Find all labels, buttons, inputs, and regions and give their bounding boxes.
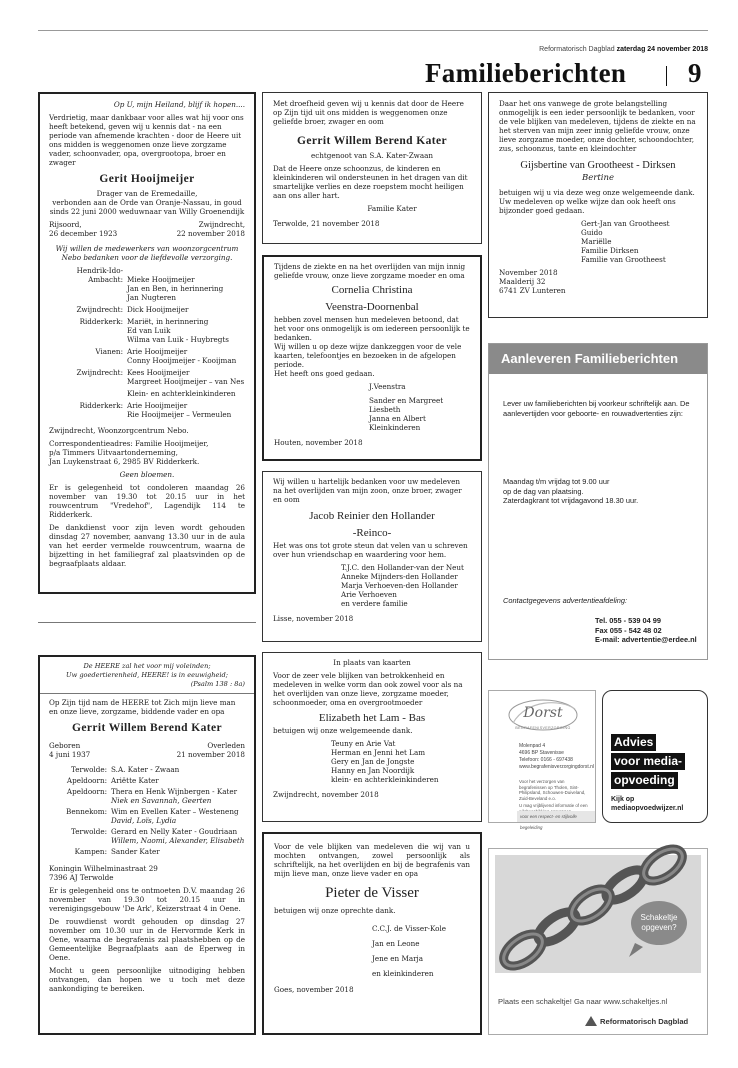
grandchildren: Willem, Naomi, Alexander, Elisabeth — [111, 836, 245, 845]
family-member: Rie Hooijmeijer – Vermeulen — [127, 410, 232, 419]
family-row — [49, 847, 245, 856]
family-row — [49, 410, 245, 419]
signature-list — [499, 219, 697, 264]
family-member: Sander Kater — [111, 847, 160, 856]
born-label: Geboren — [49, 741, 81, 750]
family-row — [49, 389, 245, 398]
family-gap — [49, 419, 245, 422]
family-place: Zwijndrecht: — [76, 368, 123, 377]
family-row — [49, 368, 245, 377]
speech-bubble — [631, 901, 687, 945]
honor-line: verbonden aan de Orde van Oranje-Nassau, in goud — [52, 198, 242, 207]
signature-name: Mariëlle — [581, 237, 612, 246]
signature-list — [273, 563, 471, 608]
service-text: De rouwdienst wordt gehouden op dinsdag 27 november om 10.30 uur in de Hervormde Kerk in Oene, waarna de begrafenis zal plaatshebben op de Gemeentelijke Begraafplaats aan de Eperweg in Oene. — [49, 917, 245, 962]
family-member: Klein- en achterkleinkinderen — [127, 389, 236, 398]
signature-name: en verdere familie — [341, 599, 408, 608]
rd-brand-name: Reformatorisch Dagblad — [600, 1016, 689, 1026]
media-line-1: Advies — [611, 734, 656, 751]
signature-name: Gert-Jan van Grootheest — [581, 219, 670, 228]
family-row — [49, 275, 245, 284]
intro-text: Voor de vele blijken van medeleven die wij van u mochten ontvangen, zowel persoonlijk als schriftelijk, na het overlijden en bij de begrafenis van mijn lieve man, onze lieve vader en opa — [274, 842, 470, 878]
family-place: Ridderkerk: — [79, 401, 123, 410]
visit-text: Er is gelegenheid ons te ontmoeten D.V. maandag 26 november van 19.30 tot 20.15 uur in verenigingsgebouw 'De Ark', Keizerstraat 4 in Oene. — [49, 886, 245, 913]
corr-address: Jan Luykenstraat 6, 2985 BV Ridderkerk. — [49, 457, 200, 466]
media-line-3: opvoeding — [611, 772, 678, 789]
notice-veenstra — [262, 255, 482, 461]
deceased-name: Jacob Reinier den Hollander — [309, 510, 435, 522]
spouse-line: echtgenoot van S.A. Kater-Zwaan — [310, 151, 434, 160]
motto-line: Uw goedertierenheid, HEERE! is in eeuwigheid; — [66, 671, 228, 679]
family-place: Apeldoorn: — [66, 787, 107, 796]
contact-email[interactable]: E-mail: advertentie@erdee.nl — [595, 635, 697, 644]
notice-kater — [262, 92, 482, 244]
chain-image — [495, 855, 701, 973]
family-place — [49, 836, 111, 845]
service-text: De dankdienst voor zijn leven wordt gehouden dinsdag 27 november, aanvang 13.30 uur in de aula van het eerder vermelde rouwcentrum, waarna de bijzetting in het familiegraf zal plaatsvinden op de begraafplaats aldaar. — [49, 523, 245, 568]
family-member: Arie Hooijmeijer — [127, 401, 188, 410]
signature-list — [273, 739, 471, 784]
family-row — [49, 284, 245, 293]
schakel-text[interactable]: Plaats een schakeltje! Ga naar www.schakeltjes.nl — [498, 997, 668, 1006]
media-cta-label: Kijk op — [611, 796, 635, 803]
family-place: Bennekom: — [66, 807, 107, 816]
deceased-name: Pieter de Visser — [325, 885, 419, 901]
body-text: Het heeft ons goed gedaan. — [274, 369, 375, 378]
corr-address: Correspondentieadres: Familie Hooijmeijer, — [49, 439, 209, 448]
dorst-logo-text: Dorst — [523, 705, 563, 721]
deadline-note: op de dag van plaatsing. — [503, 486, 584, 496]
signature-list — [274, 382, 470, 432]
family-place — [49, 796, 111, 805]
signature-name: Jan en Leone — [372, 939, 420, 948]
family-row — [49, 807, 245, 816]
family-list — [49, 266, 245, 422]
issue-date: zaterdag 24 november 2018 — [616, 46, 708, 53]
family-member: Dick Hooijmeijer — [127, 305, 189, 314]
family-member: Ariëtte Kater — [111, 776, 159, 785]
family-place — [49, 293, 127, 302]
family-place: Apeldoorn: — [66, 776, 107, 785]
family-row — [49, 816, 245, 825]
family-place: Terwolde: — [71, 765, 107, 774]
media-website[interactable]: mediaopvoedwijzer.nl — [611, 805, 684, 812]
deceased-name: Gijsbertine van Grootheest - Dirksen — [520, 160, 676, 171]
signature-name: en kleinkinderen — [372, 969, 434, 978]
intro-text: Verdrietig, maar dankbaar voor alles wat hij voor ons heeft betekend, geven wij u kennis dat - na een periode van afnemende krachten - door de Heere uit ons midden is weggenomen onze lieve zorgzame vader, schoonvader, opa, overgrootopa, broer en zwager — [49, 113, 244, 167]
family-member: Gerard en Nelly Kater - Goudriaan — [111, 827, 238, 836]
family-member: Thera en Henk Wijnbergen - Kater — [111, 787, 238, 796]
family-place — [49, 284, 127, 293]
signature-name: Jene en Marja — [372, 954, 424, 963]
body-text: betuigen wij onze welgemeende dank. — [273, 726, 413, 735]
signature-name: Guido — [581, 228, 603, 237]
signature-name: Liesbeth — [369, 405, 401, 414]
honor-line: Drager van de Eremedaille, — [96, 189, 198, 198]
dorst-info — [519, 779, 591, 815]
family-row — [49, 335, 245, 344]
deceased-name: Gerit Hooijmeijer — [99, 173, 195, 185]
family-place: Vianen: — [95, 347, 123, 356]
dorst-address: Molenpad 4 — [519, 743, 546, 749]
submission-deadlines — [503, 477, 697, 506]
intro-text: Voor de zeer vele blijken van betrokkenheid en medeleven in welke vorm dan ook zowel voor als na het overlijden van onze lieve, zorgzame moeder, schoonmoeder, oma en overgrootmoeder — [273, 671, 463, 707]
bubble-line-2: opgeven? — [641, 923, 677, 932]
signature-name: T.J.C. den Hollander-van der Neut — [341, 563, 464, 572]
dorst-slogan: voor een respect- en stijlvolle begeleiding — [517, 811, 595, 822]
family-place: Kampen: — [74, 847, 107, 856]
corr-address: p/a Timmers Uitvaartonderneming, — [49, 448, 178, 457]
notice-kater-family — [38, 655, 256, 1035]
contact-label: Contactgegevens advertentieafdeling: — [503, 596, 628, 605]
birth-date: 26 december 1923 — [49, 229, 118, 238]
deadline-saturday: Zaterdagkrant tot vrijdagavond 18.30 uur. — [503, 496, 639, 505]
signature-name: Kleinkinderen — [369, 423, 421, 432]
deceased-name: Gerrit Willem Berend Kater — [297, 135, 447, 147]
notice-het-lam — [262, 652, 482, 822]
address: 7396 AJ Terwolde — [49, 873, 114, 882]
place-date: Lisse, november 2018 — [273, 614, 354, 623]
no-flowers: Geen bloemen. — [119, 470, 175, 479]
family-place: Ambacht: — [88, 275, 123, 284]
family-row — [49, 305, 245, 314]
grandchildren: David, Loïs, Lydia — [111, 816, 177, 825]
column-rule — [38, 622, 256, 623]
signature-name: C.C.J. de Visser-Kole — [372, 924, 446, 933]
body-text: Wij willen u op deze wijze dankzeggen voor de vele kaarten, telefoontjes en bezoeken in de afgelopen periode. — [274, 342, 462, 369]
submission-info-box — [488, 343, 708, 660]
signature-name: Janna en Albert — [369, 414, 426, 423]
family-place: Terwolde: — [71, 827, 107, 836]
notice-de-visser — [262, 832, 482, 1035]
death-date: 22 november 2018 — [176, 229, 245, 238]
signature-name: Familie Dirksen — [581, 246, 639, 255]
place-date: Terwolde, 21 november 2018 — [273, 219, 380, 228]
family-place — [49, 335, 127, 344]
submission-intro: Lever uw familieberichten bij voorkeur schriftelijk aan. De aanlevertijden voor geboorte- en rouwadvertenties zijn: — [503, 399, 690, 418]
family-row — [49, 401, 245, 410]
paper-name: Reformatorisch Dagblad — [539, 46, 615, 53]
dorst-phone: Telefoon: 0166 - 697438 — [519, 757, 573, 763]
signature-name: Hanny en Jan Noordijk — [331, 766, 415, 775]
family-row — [49, 776, 245, 785]
title-divider — [666, 66, 667, 86]
family-place — [49, 389, 127, 398]
family-row — [49, 836, 245, 845]
notice-header: In plaats van kaarten — [333, 658, 411, 667]
family-row — [49, 356, 245, 365]
family-row — [49, 765, 245, 774]
dorst-tagline: BEGRAFENISVERZORGING — [515, 726, 571, 730]
deceased-name: Cornelia Christina — [331, 284, 413, 296]
location: Zwijndrecht, Woonzorgcentrum Nebo. — [49, 426, 189, 435]
family-member: Margreet Hooijmeijer – van Nes — [127, 377, 245, 386]
intro-text: Met droefheid geven wij u kennis dat door de Heere op Zijn tijd uit ons midden is weggenomen onze geliefde broer, zwager en oom — [273, 99, 464, 126]
family-place — [49, 356, 127, 365]
family-member: S.A. Kater - Zwaan — [111, 765, 180, 774]
family-row — [49, 796, 245, 805]
intro-text: Wij willen u hartelijk bedanken voor uw medeleven na het overlijden van mijn zoon, onze broer, zwager en oom — [273, 477, 462, 504]
family-member: Conny Hooijmeijer - Kooijman — [127, 356, 237, 365]
family-list — [49, 765, 245, 858]
family-row — [49, 347, 245, 356]
death-place: Zwijndrecht, — [198, 220, 245, 229]
family-member: Kees Hooijmeijer — [127, 368, 190, 377]
page-number: 9 — [688, 58, 702, 88]
media-opvoeding-ad[interactable] — [602, 690, 708, 823]
signature-name: Teuny en Arie Vat — [331, 739, 396, 748]
signature-name: Anneke Mijnders-den Hollander — [341, 572, 458, 581]
signature-name: Arie Verhoeven — [341, 590, 397, 599]
dates-row — [49, 741, 245, 759]
dates-row — [49, 220, 245, 238]
dorst-logo — [497, 695, 589, 737]
grandchildren: Niek en Savannah, Geerten — [111, 796, 212, 805]
signature-name: Gery en Jan de Jongste — [331, 757, 415, 766]
place-date: Goes, november 2018 — [274, 985, 354, 994]
birth-place: Rijsoord, — [49, 220, 82, 229]
signature-name: Marja Verhoeven-den Hollander — [341, 581, 458, 590]
signature-name: Sander en Margreet — [369, 396, 444, 405]
family-member: Jan Nugteren — [127, 293, 177, 302]
family-member: Jan en Ben, in herinnering — [127, 284, 224, 293]
family-row — [49, 377, 245, 386]
family-member: Mieke Hooijmeijer — [127, 275, 195, 284]
deceased-surname: Veenstra-Doornenbal — [325, 301, 419, 313]
invitation-text: Mocht u geen persoonlijke uitnodiging hebben ontvangen, dan hopen we u toch met deze aankondiging te bereiken. — [49, 966, 245, 993]
notice-van-grootheest — [488, 92, 708, 318]
deceased-name: Elizabeth het Lam - Bas — [318, 712, 426, 724]
family-member: Mariët, in herinnering — [127, 317, 209, 326]
widow-line: sinds 22 juni 2000 weduwnaar van Willy Groenendijk — [49, 207, 245, 216]
media-headline — [611, 733, 685, 789]
rd-logo-icon — [585, 1016, 597, 1026]
dorst-service-area: Voor het verzorgen van begrafenissen op Tholen, Sint-Philipsland, Schouwen-Duiveland, Zuid-Beveland e.o. — [519, 779, 586, 801]
family-place — [49, 326, 127, 335]
bubble-line-1: Schakeltje — [640, 913, 678, 922]
dorst-contact — [519, 743, 595, 771]
nickname: -Reinco- — [352, 527, 392, 539]
born-date: 4 juni 1937 — [49, 750, 91, 759]
condolence-text: Er is gelegenheid tot condoleren maandag 26 november van 19.30 tot 20.15 uur in het rouwcentrum "Vredehof", Lagendijk 114 te Ridderkerk. — [49, 483, 245, 519]
nickname: Bertine — [582, 173, 614, 183]
signature-name: J.Veenstra — [369, 382, 406, 391]
submission-title: Aanleveren Familieberichten — [489, 344, 707, 374]
family-member: Wilma van Luik - Huybregts — [127, 335, 229, 344]
signature-name: klein- en achterkleinkinderen — [331, 775, 439, 784]
motto-line: De HEERE zal het voor mij voleinden; — [83, 662, 211, 670]
family-place — [49, 377, 127, 386]
family-member: Arie Hooijmeijer — [127, 347, 188, 356]
signature-name: Herman en Jenni het Lam — [331, 748, 426, 757]
dorst-website[interactable]: www.begrafenisverzorgingdorst.nl — [519, 764, 595, 770]
address: Koningin Wilhelminastraat 29 — [49, 864, 158, 873]
motto-reference: (Psalm 138 : 8a) — [190, 680, 245, 688]
family-member: Wim en Evellen Kater – Westeneng — [111, 807, 239, 816]
media-cta — [611, 795, 683, 813]
address: Maalderij 32 — [499, 277, 546, 286]
died-label: Overleden — [207, 741, 245, 750]
body-text: Het was ons tot grote steun dat velen van u schreven over hun vriendschap en waardering voor hem. — [273, 541, 468, 559]
family-place: Ridderkerk: — [79, 317, 123, 326]
section-title: Familieberichten — [425, 58, 627, 88]
family-row — [49, 293, 245, 302]
dorst-info-note: U mag vrijblijvend informatie of een — [519, 803, 588, 809]
deadline-weekday: Maandag t/m vrijdag tot 9.00 uur — [503, 477, 610, 486]
family-gap — [49, 856, 245, 858]
family-place: Hendrik-Ido- — [76, 266, 123, 275]
died-date: 21 november 2018 — [176, 750, 245, 759]
signature-list — [274, 921, 470, 981]
family-place — [49, 410, 127, 419]
family-row — [49, 326, 245, 335]
body-text: betuigen wij onze oprechte dank. — [274, 906, 396, 915]
signature-name: Familie van Grootheest — [581, 255, 666, 264]
family-row — [49, 266, 245, 275]
motto: Op U, mijn Heiland, blijf ik hopen.... — [113, 100, 245, 109]
thanks-note: Wij willen de medewerkers van woonzorgcentrum Nebo bedanken voor de liefdevolle verzorging. — [55, 244, 239, 262]
family-row — [49, 317, 245, 326]
schakeltjes-ad[interactable] — [488, 848, 708, 1035]
family-row — [49, 827, 245, 836]
family-member: Ed van Luik — [127, 326, 171, 335]
signature: Familie Kater — [367, 204, 417, 213]
family-place: Zwijndrecht: — [76, 305, 123, 314]
intro-text: Tijdens de ziekte en na het overlijden van mijn innig geliefde vrouw, onze lieve zorgzame moeder en oma — [274, 262, 466, 280]
family-row — [49, 787, 245, 796]
intro-text: Op Zijn tijd nam de HEERE tot Zich mijn lieve man en onze lieve, zorgzame, biddende vader en opa — [49, 698, 236, 716]
masthead-dateline — [539, 46, 708, 53]
place-date: Zwijndrecht, november 2018 — [273, 790, 379, 799]
rd-logo — [585, 1016, 688, 1026]
date-line: November 2018 — [499, 268, 558, 277]
body-text: betuigen wij u via deze weg onze welgemeende dank. Uw medeleven op welke wijze dan ook heeft ons bijzonder goed gedaan. — [499, 188, 695, 215]
top-rule — [38, 30, 708, 31]
contact-details — [595, 616, 699, 645]
notice-hooijmeijer — [38, 92, 256, 594]
place-date: Houten, november 2018 — [274, 438, 363, 447]
family-place — [49, 816, 111, 825]
dorst-address: 4696 BP Stavenisse — [519, 750, 564, 756]
intro-text: Daar het ons vanwege de grote belangstelling onmogelijk is een ieder persoonlijk te bedanken, voor de vele blijken van medeleven, tijdens de ziekte en na het sterven van mijn zeer innig geliefde vrouw, onze lieve zorgzame moeder, onze dochter, schoondochter, zus, schoonzus, tante en kleindochter — [499, 99, 696, 153]
notice-den-hollander — [262, 471, 482, 642]
body-text: hebben zovel mensen hun medeleven betoond, dat het voor ons onmogelijk is om iedereen persoonlijk te bedanken. — [274, 315, 470, 342]
dorst-ad[interactable] — [488, 690, 596, 830]
address: 6741 ZV Lunteren — [499, 286, 566, 295]
contact-phone: Tel. 055 - 539 04 99 — [595, 616, 662, 625]
media-line-2: voor media- — [611, 753, 685, 770]
contact-fax: Fax 055 - 542 48 02 — [595, 625, 662, 635]
deceased-name: Gerrit Willem Berend Kater — [72, 722, 222, 734]
body-text: Dat de Heere onze schoonzus, de kinderen en kleinkinderen wil ondersteunen in het dragen van dit smartelijke verlies en deze roepstem mocht heiligen aan ons aller hart. — [273, 164, 468, 200]
